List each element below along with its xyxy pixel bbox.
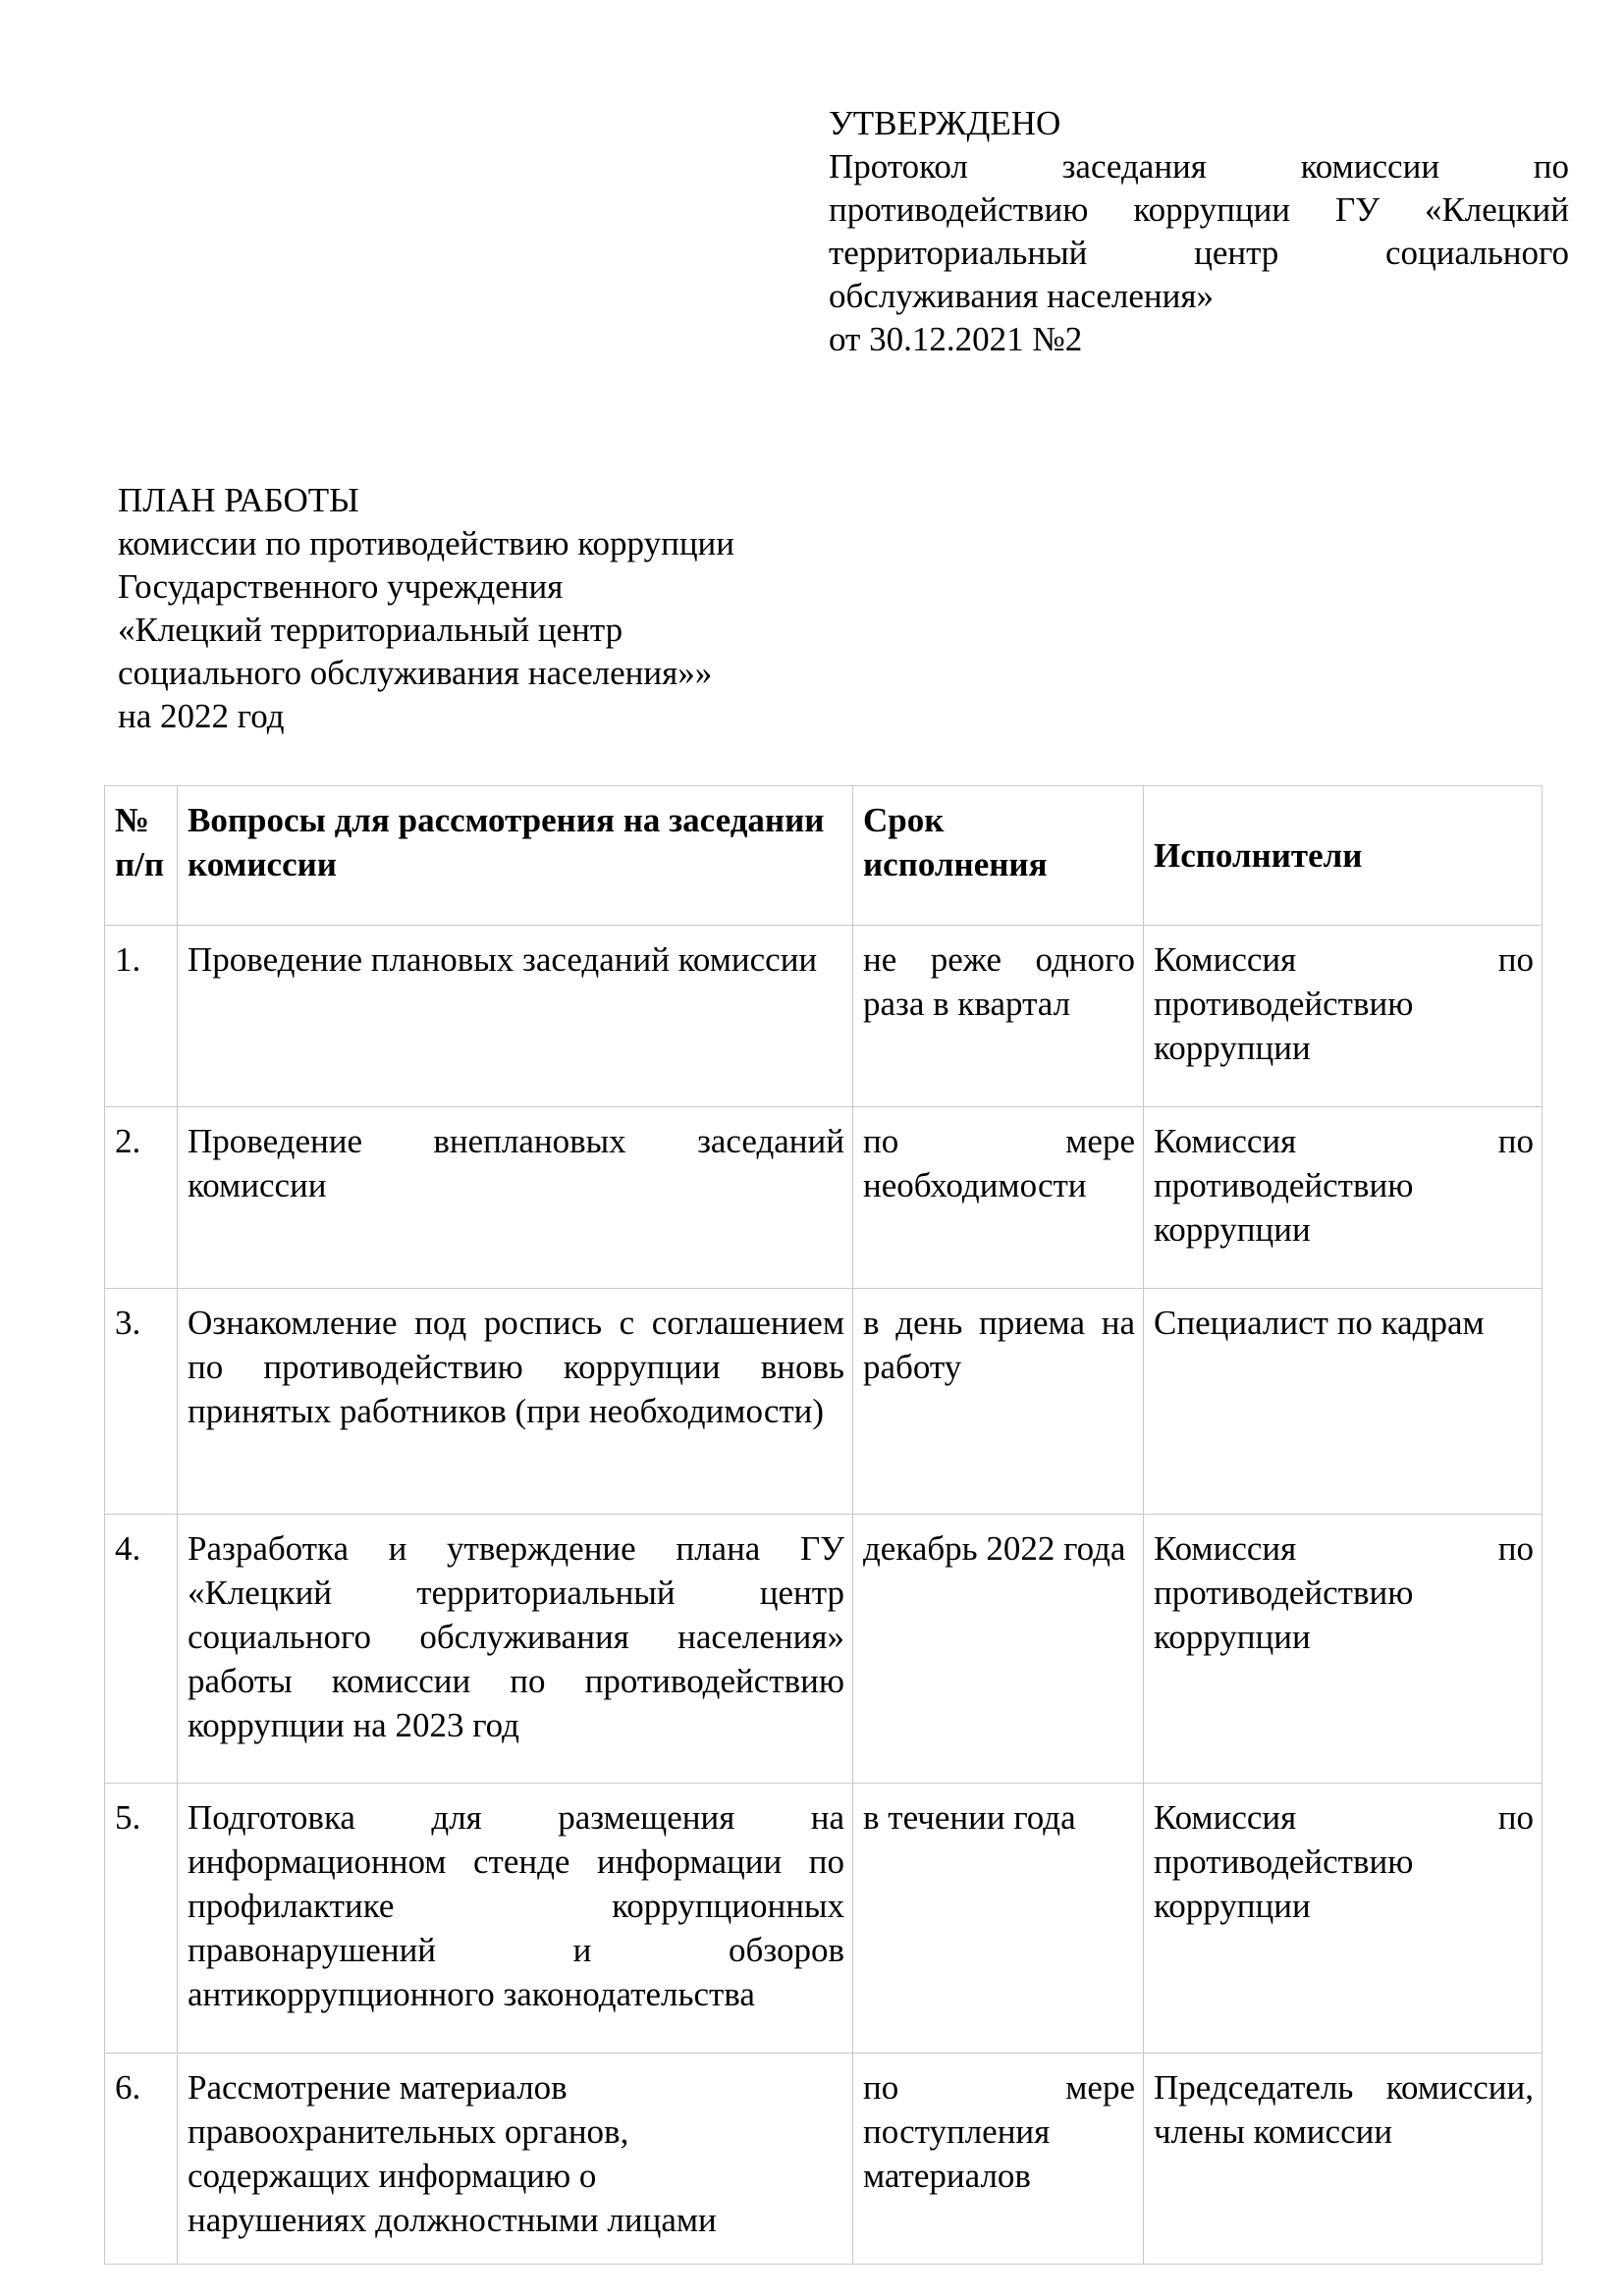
table-row <box>105 1515 1543 1784</box>
row-question: Проведение внеплановых заседаний комиссии <box>178 1107 853 1289</box>
header-term: Срок исполнения <box>853 786 1144 926</box>
row-question-line: Рассмотрение материалов <box>188 2068 568 2107</box>
table-row <box>105 1784 1543 2054</box>
row-question: Подготовка для размещения на информационном стенде информации по профилактике коррупционных правонарушений и обзоров антикоррупционного законодательства <box>178 1784 853 2054</box>
plan-subtitle-4: социального обслуживания населения»» <box>118 654 713 692</box>
plan-title-block <box>118 479 1001 738</box>
plan-title: ПЛАН РАБОТЫ <box>118 481 359 519</box>
row-question-line: содержащих информацию о <box>188 2157 597 2195</box>
approval-block <box>829 102 1569 361</box>
header-question: Вопросы для рассмотрения на заседании комиссии <box>178 786 853 926</box>
row-question: Проведение плановых заседаний комиссии <box>178 926 853 1107</box>
row-term: по мере поступления материалов <box>853 2054 1144 2265</box>
approval-line-1: Протокол заседания комиссии по <box>829 147 1569 186</box>
row-term: в день приема на работу <box>853 1289 1144 1515</box>
row-num: 5. <box>105 1784 178 2054</box>
table-row <box>105 2054 1543 2265</box>
table-row <box>105 926 1543 1107</box>
approval-protocol-date: от 30.12.2021 №2 <box>829 320 1083 358</box>
plan-subtitle-2: Государственного учреждения <box>118 567 564 606</box>
row-question <box>178 2054 853 2265</box>
row-num: 6. <box>105 2054 178 2265</box>
approval-title: УТВЕРЖДЕНО <box>829 104 1061 142</box>
row-term: в течении года <box>853 1784 1144 2054</box>
approval-line-2: противодействию коррупции ГУ «Клецкий <box>829 190 1569 229</box>
plan-subtitle-3: «Клецкий территориальный центр <box>118 611 623 649</box>
row-num: 4. <box>105 1515 178 1784</box>
row-question-line: правоохранительных органов, <box>188 2112 629 2151</box>
row-num: 3. <box>105 1289 178 1515</box>
table-row <box>105 1289 1543 1515</box>
row-executors: Специалист по кадрам <box>1144 1289 1543 1515</box>
row-term: не реже одного раза в квартал <box>853 926 1144 1107</box>
table-row <box>105 1107 1543 1289</box>
row-question-line: нарушениях должностными лицами <box>188 2201 717 2239</box>
row-term: по мере необходимости <box>853 1107 1144 1289</box>
plan-year: на 2022 год <box>118 697 285 735</box>
plan-table <box>104 785 1543 2265</box>
row-term: декабрь 2022 года <box>853 1515 1144 1784</box>
row-executors: Комиссия по противодействию коррупции <box>1144 1784 1543 2054</box>
header-num: № п/п <box>105 786 178 926</box>
plan-subtitle-1: комиссии по противодействию коррупции <box>118 524 735 562</box>
table-header-row <box>105 786 1543 926</box>
row-executors: Председатель комиссии, члены комиссии <box>1144 2054 1543 2265</box>
row-num: 2. <box>105 1107 178 1289</box>
row-executors: Комиссия по противодействию коррупции <box>1144 926 1543 1107</box>
approval-line-4: обслуживания населения» <box>829 277 1214 315</box>
row-executors: Комиссия по противодействию коррупции <box>1144 1515 1543 1784</box>
row-question: Разработка и утверждение плана ГУ «Клецкий территориальный центр социального обслуживания населения» работы комиссии по противодействию коррупции на 2023 год <box>178 1515 853 1784</box>
row-question: Ознакомление под роспись с соглашением по противодействию коррупции вновь принятых работников (при необходимости) <box>178 1289 853 1515</box>
approval-line-3: территориальный центр социального <box>829 234 1569 272</box>
header-executors: Исполнители <box>1144 786 1543 926</box>
row-num: 1. <box>105 926 178 1107</box>
row-executors: Комиссия по противодействию коррупции <box>1144 1107 1543 1289</box>
